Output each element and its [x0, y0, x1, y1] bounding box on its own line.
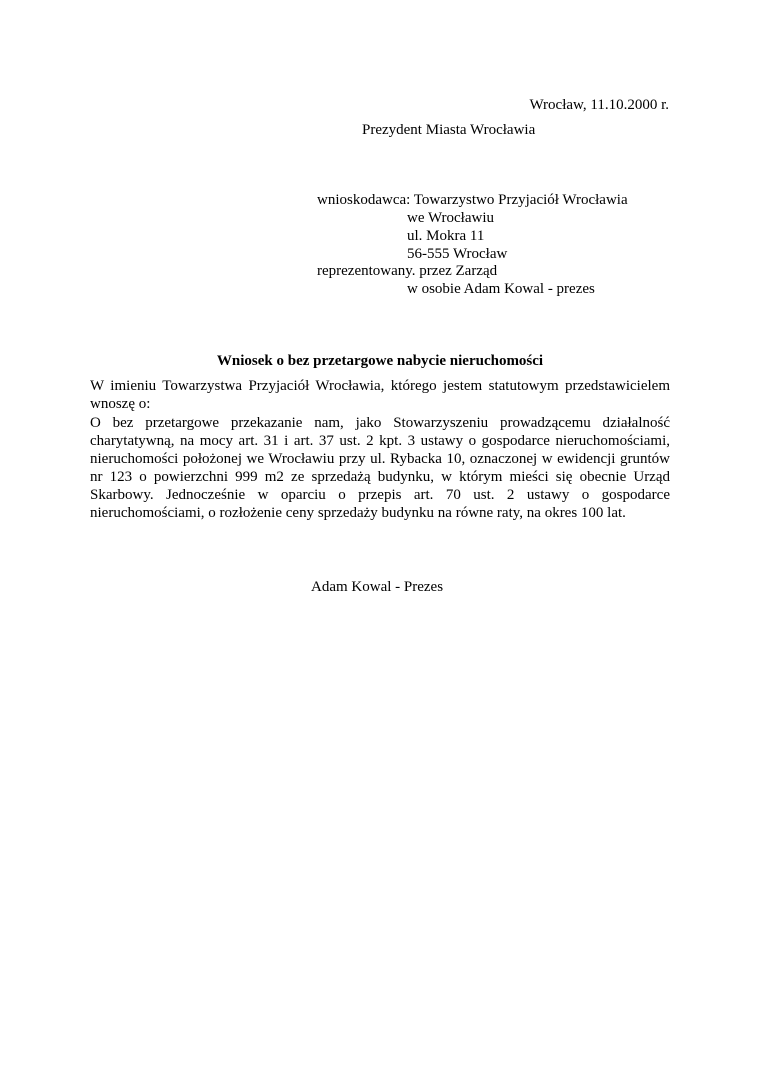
- applicant-street-line: ul. Mokra 11: [407, 228, 485, 244]
- signature-line: Adam Kowal - Prezes: [311, 579, 444, 595]
- recipient-line: Prezydent Miasta Wrocławia: [362, 122, 536, 138]
- document-title: Wniosek o bez przetargowe nabycie nieruchomości: [216, 353, 544, 369]
- intro-paragraph: W imieniu Towarzystwa Przyjaciół Wrocławia, którego jestem statutowym przedstawicielem wnoszę o:: [90, 378, 670, 412]
- applicant-postal-line: 56-555 Wrocław: [407, 246, 508, 262]
- applicant-represented-line: reprezentowany. przez Zarząd: [317, 263, 498, 279]
- date-line: Wrocław, 11.10.2000 r.: [529, 97, 669, 113]
- applicant-label-line: wnioskodawca: Towarzystwo Przyjaciół Wrocławia: [317, 192, 628, 208]
- request-paragraph: O bez przetargowe przekazanie nam, jako Stowarzyszeniu prowadzącemu działalność charytatywną, na mocy art. 31 i art. 37 ust. 2 kpt. 3 ustawy o gospodarce nieruchomościami, nieruchomości położonej we Wrocławiu przy ul. Rybacka 10, oznaczonej w ewidencji gruntów nr 123 o powierzchni 999 m2 ze sprzedażą budynku, w którym mieści się obecnie Urząd Skarbowy. Jednocześnie w oparciu o przepis art. 70 ust. 2 ustawy o gospodarce nieruchomościami, o rozłożenie ceny sprzedaży budynku na równe raty, na okres 100 lat.: [90, 415, 670, 521]
- applicant-city-line: we Wrocławiu: [407, 210, 495, 226]
- applicant-person-line: w osobie Adam Kowal - prezes: [407, 281, 595, 297]
